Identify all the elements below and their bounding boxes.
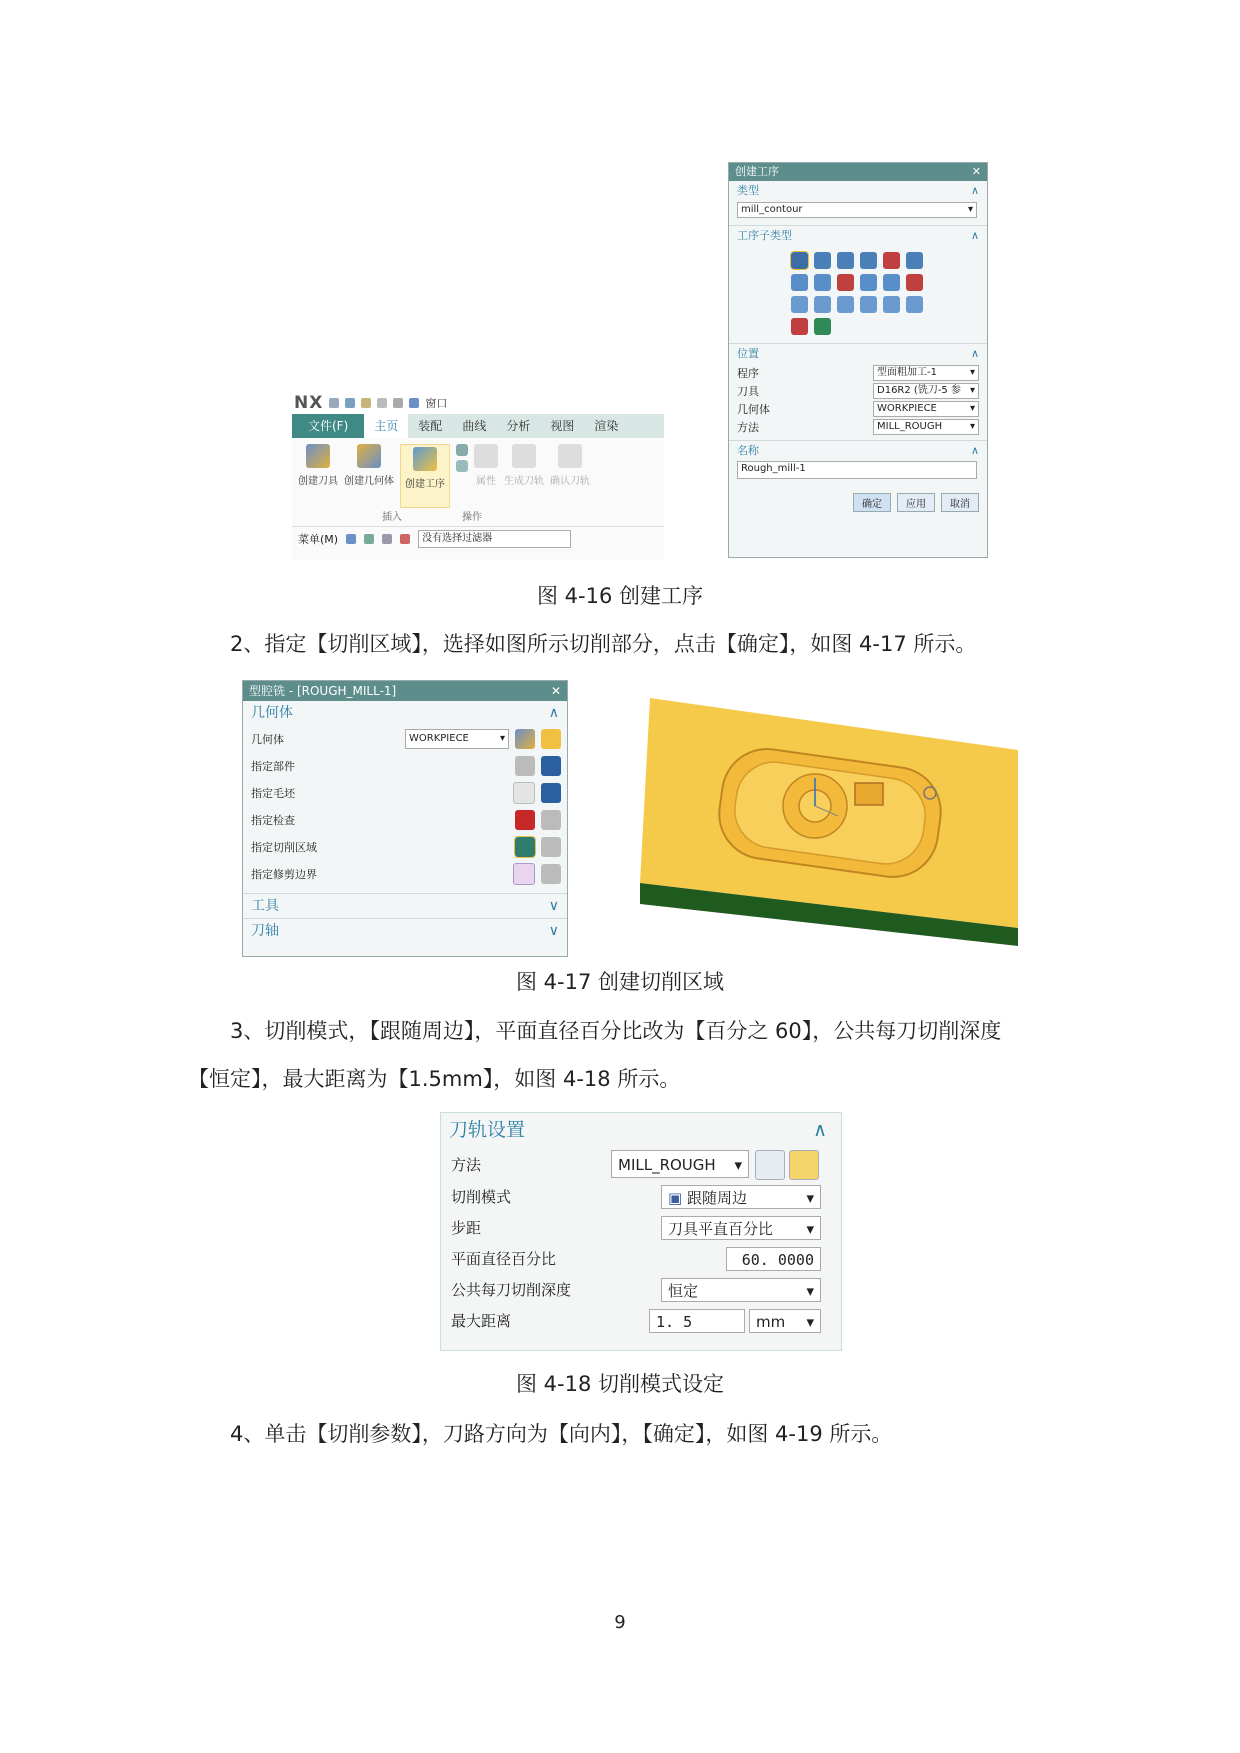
max-distance-input[interactable] [649, 1309, 745, 1333]
subtype-icon[interactable] [814, 274, 831, 291]
section-subtype[interactable] [729, 225, 987, 246]
properties-label: 属性 [476, 476, 496, 487]
section-subtype-label: 工序子类型 [737, 229, 792, 242]
flashlight-icon[interactable] [541, 783, 561, 803]
specify-trim-boundary-row [243, 860, 567, 887]
section-name-label: 名称 [737, 444, 759, 457]
flashlight-icon[interactable] [541, 864, 561, 884]
name-value: Rough_mill-1 [741, 463, 806, 474]
dropdown-arrow-icon: ▾ [969, 367, 975, 378]
menu-button[interactable]: 菜单(M) [298, 533, 339, 546]
specify-trim-boundary-label: 指定修剪边界 [251, 867, 317, 881]
create-geometry-label: 创建几何体 [344, 476, 394, 487]
viewfinder [855, 783, 883, 805]
depth-row [441, 1274, 841, 1305]
nx-ribbon [292, 392, 664, 560]
type-dropdown[interactable] [737, 202, 977, 218]
dropdown-arrow-icon: ▾ [806, 1188, 814, 1207]
small-tool-icon [456, 444, 468, 456]
cut-mode-label: 切削模式 [451, 1188, 512, 1206]
toolpath-settings-panel [440, 1112, 842, 1351]
dropdown-arrow-icon: ▾ [806, 1281, 814, 1300]
subtype-icon[interactable] [791, 274, 808, 291]
part-icon[interactable] [515, 756, 535, 776]
chevron-up-icon[interactable]: ∧ [970, 347, 979, 360]
edit-wrench-icon[interactable] [541, 729, 561, 749]
subtype-icon[interactable] [906, 296, 923, 313]
flashlight-icon[interactable] [541, 756, 561, 776]
chevron-down-icon[interactable]: ∨ [548, 898, 559, 914]
dropdown-arrow-icon: ▾ [806, 1312, 814, 1331]
chevron-up-icon[interactable]: ∧ [970, 184, 979, 197]
dropdown-arrow-icon: ▾ [734, 1156, 742, 1174]
dropdown-arrow-icon: ▾ [806, 1219, 814, 1238]
operation-subtype-grid [729, 246, 987, 343]
method-dropdown[interactable] [611, 1150, 749, 1178]
cut-icon[interactable] [361, 398, 371, 408]
type-value: mill_contour [741, 204, 803, 215]
tab-curve[interactable]: 曲线 [462, 419, 487, 433]
create-tool-icon [306, 444, 330, 468]
cut-area-icon[interactable] [515, 837, 535, 857]
subtype-icon[interactable] [883, 296, 900, 313]
section-location-label: 位置 [737, 347, 759, 360]
paragraph-step-3-line-2: 【恒定】，最大距离为【1.5mm】，如图 4-18 所示。 [188, 1067, 681, 1091]
method-value: MILL_ROUGH [877, 421, 943, 432]
figure-caption-4-18: 图 4-18 切削模式设定 [515, 1372, 724, 1396]
geometry-row [243, 725, 567, 752]
subtype-icon[interactable] [883, 252, 900, 269]
specify-cut-area-row [243, 833, 567, 860]
stepover-value: 刀具平直百分比 [668, 1219, 774, 1238]
subtype-icon[interactable] [791, 296, 808, 313]
group-insert[interactable]: 插入 [382, 512, 402, 523]
generate-toolpath-button[interactable] [504, 444, 544, 508]
section-type[interactable] [729, 181, 987, 201]
nx-logo: NX [294, 393, 324, 413]
create-operation-icon [413, 447, 437, 471]
workpiece-3d-model [640, 678, 1026, 946]
chevron-up-icon[interactable]: ∧ [970, 444, 979, 457]
apply-button[interactable]: 应用 [897, 493, 935, 512]
blank-icon[interactable] [513, 782, 535, 804]
specify-part-label: 指定部件 [251, 759, 295, 773]
small-tool-stack[interactable] [456, 444, 468, 508]
dropdown-arrow-icon: ▾ [969, 385, 975, 396]
dropdown-arrow-icon: ▾ [499, 732, 505, 744]
section-geometry-label: 几何体 [251, 705, 293, 721]
properties-icon [474, 444, 498, 468]
subtype-icon[interactable] [906, 274, 923, 291]
tab-file[interactable]: 文件(F) [292, 414, 364, 438]
ribbon-tabs [292, 414, 664, 438]
figure-caption-4-16: 图 4-16 创建工序 [536, 584, 703, 608]
generate-toolpath-icon [512, 444, 536, 468]
page-number: 9 [614, 1612, 626, 1633]
window-menu[interactable]: 窗口 [425, 397, 448, 410]
section-location[interactable] [729, 343, 987, 364]
subtype-icon[interactable] [860, 252, 877, 269]
subtype-icon[interactable] [837, 296, 854, 313]
stepover-row [441, 1212, 841, 1243]
tool-value: D16R2 (铣刀-5 参 [877, 385, 961, 396]
cavity-mill-dialog [242, 680, 568, 957]
section-toolpath-settings[interactable] [441, 1113, 841, 1147]
tab-view[interactable]: 视图 [550, 419, 575, 433]
verify-toolpath-icon [558, 444, 582, 468]
save-icon[interactable] [329, 398, 339, 408]
geometry-label: 几何体 [737, 403, 770, 416]
section-type-label: 类型 [737, 184, 759, 197]
figure-caption-4-17: 图 4-17 创建切削区域 [515, 970, 724, 994]
select-icon[interactable] [346, 534, 356, 544]
section-tool-label: 工具 [251, 898, 279, 914]
section-tool-axis-label: 刀轴 [251, 923, 279, 939]
specify-check-label: 指定检查 [251, 813, 295, 827]
copy-icon[interactable] [377, 398, 387, 408]
chevron-down-icon[interactable]: ∨ [548, 923, 559, 939]
dropdown-arrow-icon: ▾ [969, 421, 975, 432]
undo-icon[interactable] [345, 398, 355, 408]
create-tool-button[interactable] [298, 444, 338, 508]
depth-label: 公共每刀切削深度 [451, 1281, 572, 1299]
ribbon-tools [292, 438, 664, 508]
new-method-icon[interactable] [755, 1150, 785, 1180]
group-operations[interactable]: 操作 [462, 512, 482, 523]
program-dropdown[interactable] [873, 365, 979, 381]
subtype-icon[interactable] [814, 252, 831, 269]
method-label: 方法 [451, 1155, 482, 1174]
method-row [441, 1147, 841, 1181]
max-distance-value: 1. 5 [656, 1312, 693, 1331]
verify-toolpath-label: 确认刀轨 [550, 476, 590, 487]
unit-dropdown[interactable] [749, 1309, 821, 1333]
specify-blank-label: 指定毛坯 [251, 786, 295, 800]
check-geometry-icon[interactable] [515, 810, 535, 830]
trim-boundary-icon[interactable] [513, 863, 535, 885]
select-icon-4[interactable] [400, 534, 410, 544]
create-geometry-button[interactable] [344, 444, 394, 508]
quick-access-toolbar [292, 392, 664, 414]
subtype-icon[interactable] [837, 274, 854, 291]
section-name[interactable] [729, 440, 987, 461]
depth-dropdown[interactable] [661, 1278, 821, 1302]
cut-mode-dropdown[interactable] [661, 1185, 821, 1209]
name-input[interactable] [737, 461, 977, 479]
chevron-up-icon[interactable]: ∧ [970, 229, 979, 242]
method-dropdown[interactable] [873, 419, 979, 435]
subtype-icon[interactable] [791, 318, 808, 335]
generate-toolpath-label: 生成刀轨 [504, 476, 544, 487]
stepover-label: 步距 [451, 1219, 482, 1237]
geometry-label: 几何体 [251, 732, 284, 746]
subtype-cavity-mill-icon[interactable] [791, 252, 808, 269]
specify-cut-area-label: 指定切削区域 [251, 840, 317, 854]
subtype-icon[interactable] [837, 252, 854, 269]
section-tool[interactable] [243, 893, 567, 918]
tab-home[interactable]: 主页 [364, 414, 408, 438]
dialog-title-bar [243, 681, 567, 701]
close-icon[interactable]: ✕ [971, 165, 981, 178]
tab-render[interactable]: 渲染 [594, 419, 619, 433]
subtype-icon[interactable] [860, 274, 877, 291]
percent-row [441, 1243, 841, 1274]
method-row [729, 418, 987, 436]
depth-value: 恒定 [668, 1281, 699, 1300]
properties-button[interactable] [474, 444, 498, 508]
chevron-up-icon[interactable]: ∧ [548, 705, 559, 721]
window-icon[interactable] [409, 398, 419, 408]
subtype-icon[interactable] [883, 274, 900, 291]
new-geometry-icon[interactable] [515, 729, 535, 749]
dropdown-arrow-icon: ▾ [969, 403, 975, 414]
dialog-title: 创建工序 [735, 165, 779, 178]
program-label: 程序 [737, 367, 759, 380]
tab-analysis[interactable]: 分析 [506, 419, 531, 433]
paragraph-step-3-line-1: 3、切削模式，【跟随周边】，平面直径百分比改为【百分之 60】，公共每刀切削深度 [230, 1019, 1002, 1043]
geometry-dropdown[interactable] [405, 729, 509, 749]
program-value: 型面粗加工-1 [877, 367, 937, 378]
stepover-dropdown[interactable] [661, 1216, 821, 1240]
tab-assembly[interactable]: 装配 [418, 419, 443, 433]
cancel-button[interactable]: 取消 [941, 493, 979, 512]
geometry-dropdown[interactable] [873, 401, 979, 417]
paragraph-step-4: 4、单击【切削参数】，刀路方向为【向内】，【确定】，如图 4-19 所示。 [230, 1422, 893, 1446]
chevron-up-icon[interactable]: ∧ [813, 1119, 827, 1141]
section-toolpath-settings-label: 刀轨设置 [449, 1119, 526, 1141]
create-operation-label: 创建工序 [405, 479, 445, 490]
method-value: MILL_ROUGH [618, 1156, 716, 1174]
small-tool-icon-2 [456, 460, 468, 472]
select-icon-3[interactable] [382, 534, 392, 544]
type-filter-dropdown[interactable]: 没有选择过滤器 [418, 530, 571, 548]
cut-mode-value: 跟随周边 [686, 1188, 747, 1207]
program-row [729, 364, 987, 382]
section-geometry[interactable] [243, 701, 567, 725]
ok-button[interactable]: 确定 [853, 493, 891, 512]
follow-periphery-icon: ▣ [668, 1188, 687, 1207]
create-operation-dialog [728, 162, 988, 558]
percent-value: 60. 0000 [741, 1250, 814, 1269]
unit-value: mm [756, 1312, 786, 1331]
percent-label: 平面直径百分比 [451, 1250, 557, 1268]
tool-dropdown[interactable] [873, 383, 979, 399]
edit-wrench-icon[interactable] [789, 1150, 819, 1180]
geometry-row [729, 400, 987, 418]
paragraph-step-2: 2、指定【切削区域】，选择如图所示切削部分，点击【确定】，如图 4-17 所示。 [230, 632, 977, 656]
flashlight-icon[interactable] [541, 837, 561, 857]
select-icon-2[interactable] [364, 534, 374, 544]
dropdown-arrow-icon: ▾ [967, 204, 973, 215]
percent-input[interactable] [726, 1247, 821, 1271]
cut-mode-row [441, 1181, 841, 1212]
verify-toolpath-button[interactable] [550, 444, 590, 508]
paste-icon[interactable] [393, 398, 403, 408]
method-label: 方法 [737, 421, 759, 434]
specify-check-row [243, 806, 567, 833]
dialog-buttons [729, 479, 987, 512]
specify-blank-row [243, 779, 567, 806]
max-distance-row [441, 1305, 841, 1336]
create-operation-button[interactable] [400, 444, 450, 508]
selection-bar [292, 526, 664, 551]
subtype-icon[interactable] [860, 296, 877, 313]
tool-label: 刀具 [737, 385, 759, 398]
create-tool-label: 创建刀具 [298, 476, 338, 487]
geometry-value: WORKPIECE [409, 732, 469, 744]
create-geometry-icon [357, 444, 381, 468]
subtype-icon[interactable] [814, 318, 831, 335]
dialog-title: 型腔铣 - [ROUGH_MILL-1] [249, 684, 397, 698]
max-distance-label: 最大距离 [451, 1312, 512, 1330]
tool-row [729, 382, 987, 400]
subtype-icon[interactable] [906, 252, 923, 269]
ribbon-groups [292, 508, 664, 526]
section-tool-axis[interactable] [243, 918, 567, 943]
specify-part-row [243, 752, 567, 779]
dialog-title-bar [729, 163, 987, 181]
close-icon[interactable]: ✕ [550, 684, 561, 698]
subtype-icon[interactable] [814, 296, 831, 313]
geometry-value: WORKPIECE [877, 403, 937, 414]
flashlight-icon[interactable] [541, 810, 561, 830]
